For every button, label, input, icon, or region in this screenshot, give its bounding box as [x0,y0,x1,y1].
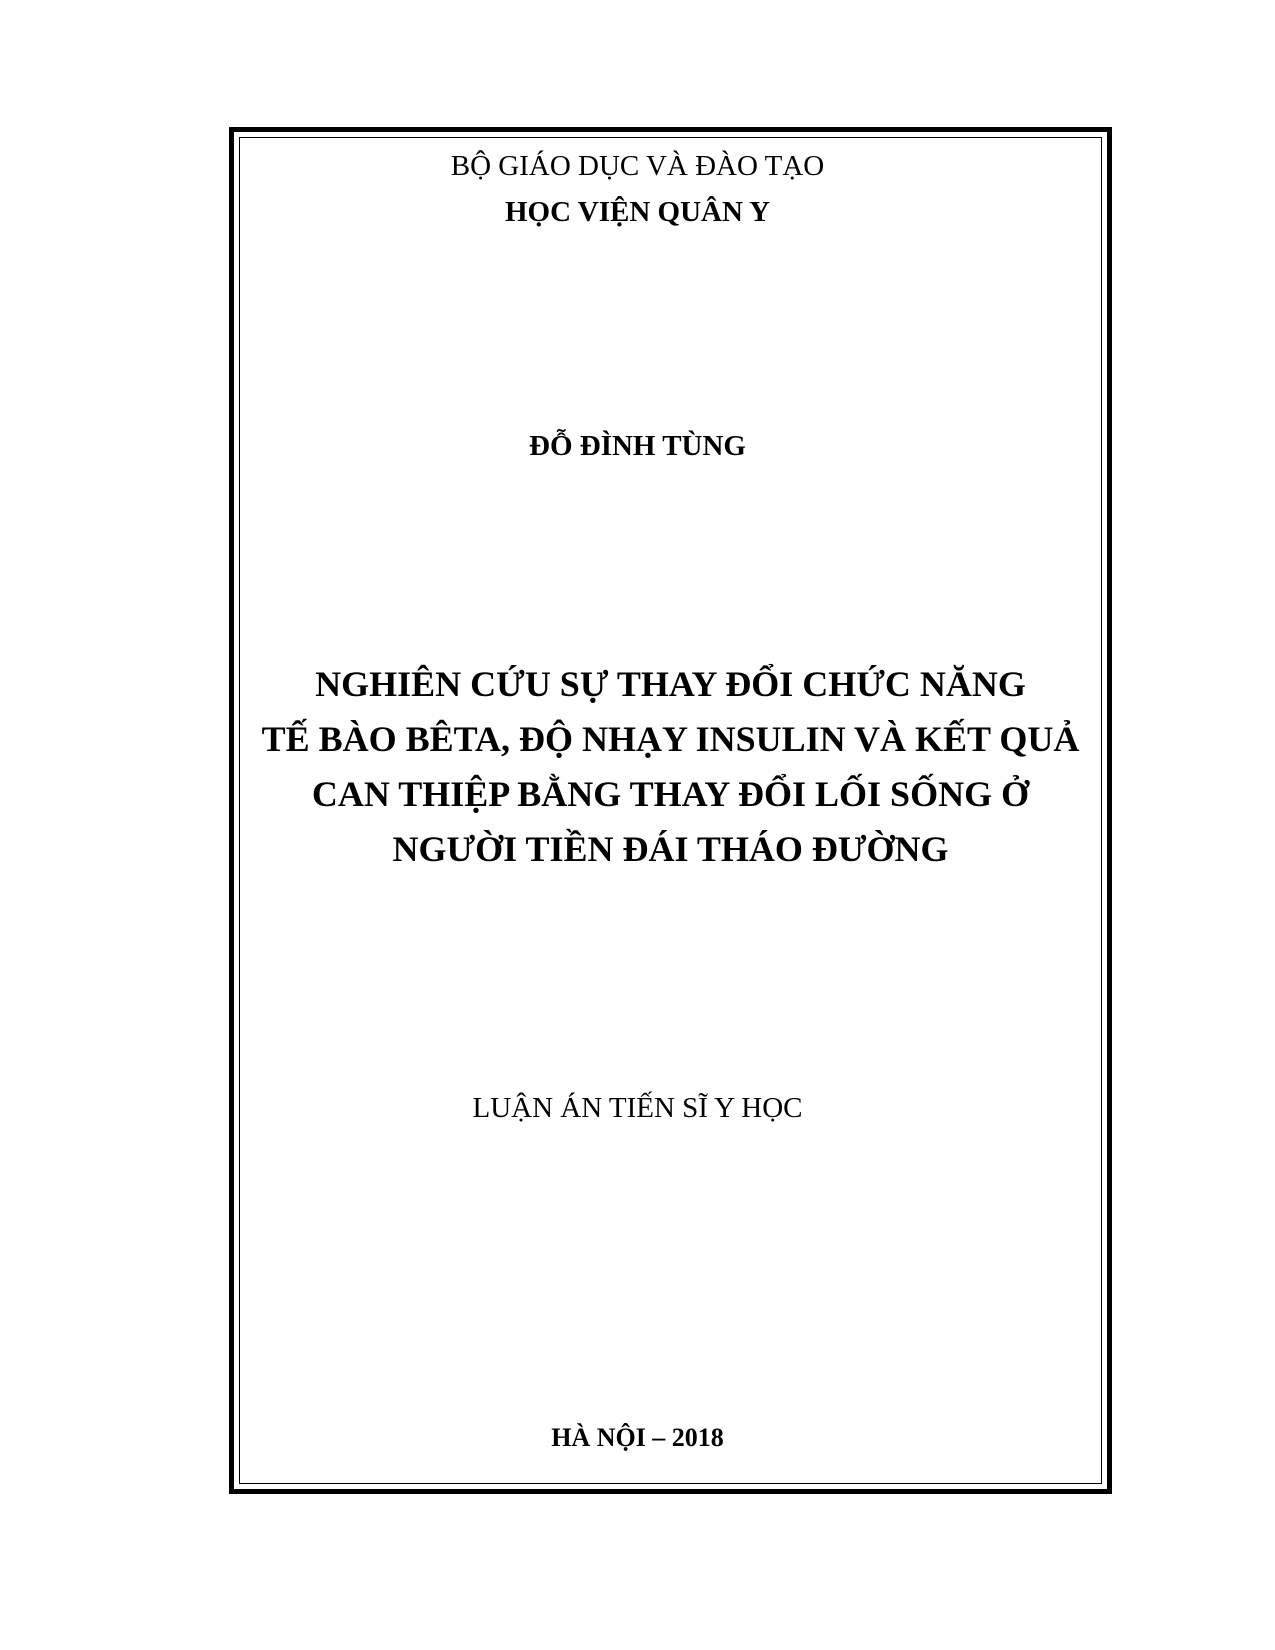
author-name: ĐỖ ĐÌNH TÙNG [529,430,746,462]
degree-type: LUẬN ÁN TIẾN SĨ Y HỌC [472,1092,803,1124]
title-line: CAN THIỆP BẰNG THAY ĐỔI LỐI SỐNG Ở [311,774,1030,814]
title-line: TẾ BÀO BÊTA, ĐỘ NHẠY INSULIN VÀ KẾT QUẢ [261,719,1080,759]
institute-name: HỌC VIỆN QUÂN Y [504,196,771,228]
place-and-year: HÀ NỘI – 2018 [551,1423,724,1452]
title-line: NGƯỜI TIỀN ĐÁI THÁO ĐƯỜNG [392,829,949,869]
thesis-title [229,657,1112,877]
title-line: NGHIÊN CỨU SỰ THAY ĐỔI CHỨC NĂNG [315,664,1026,704]
ministry-name: BỘ GIÁO DỤC VÀ ĐÀO TẠO [450,150,825,182]
